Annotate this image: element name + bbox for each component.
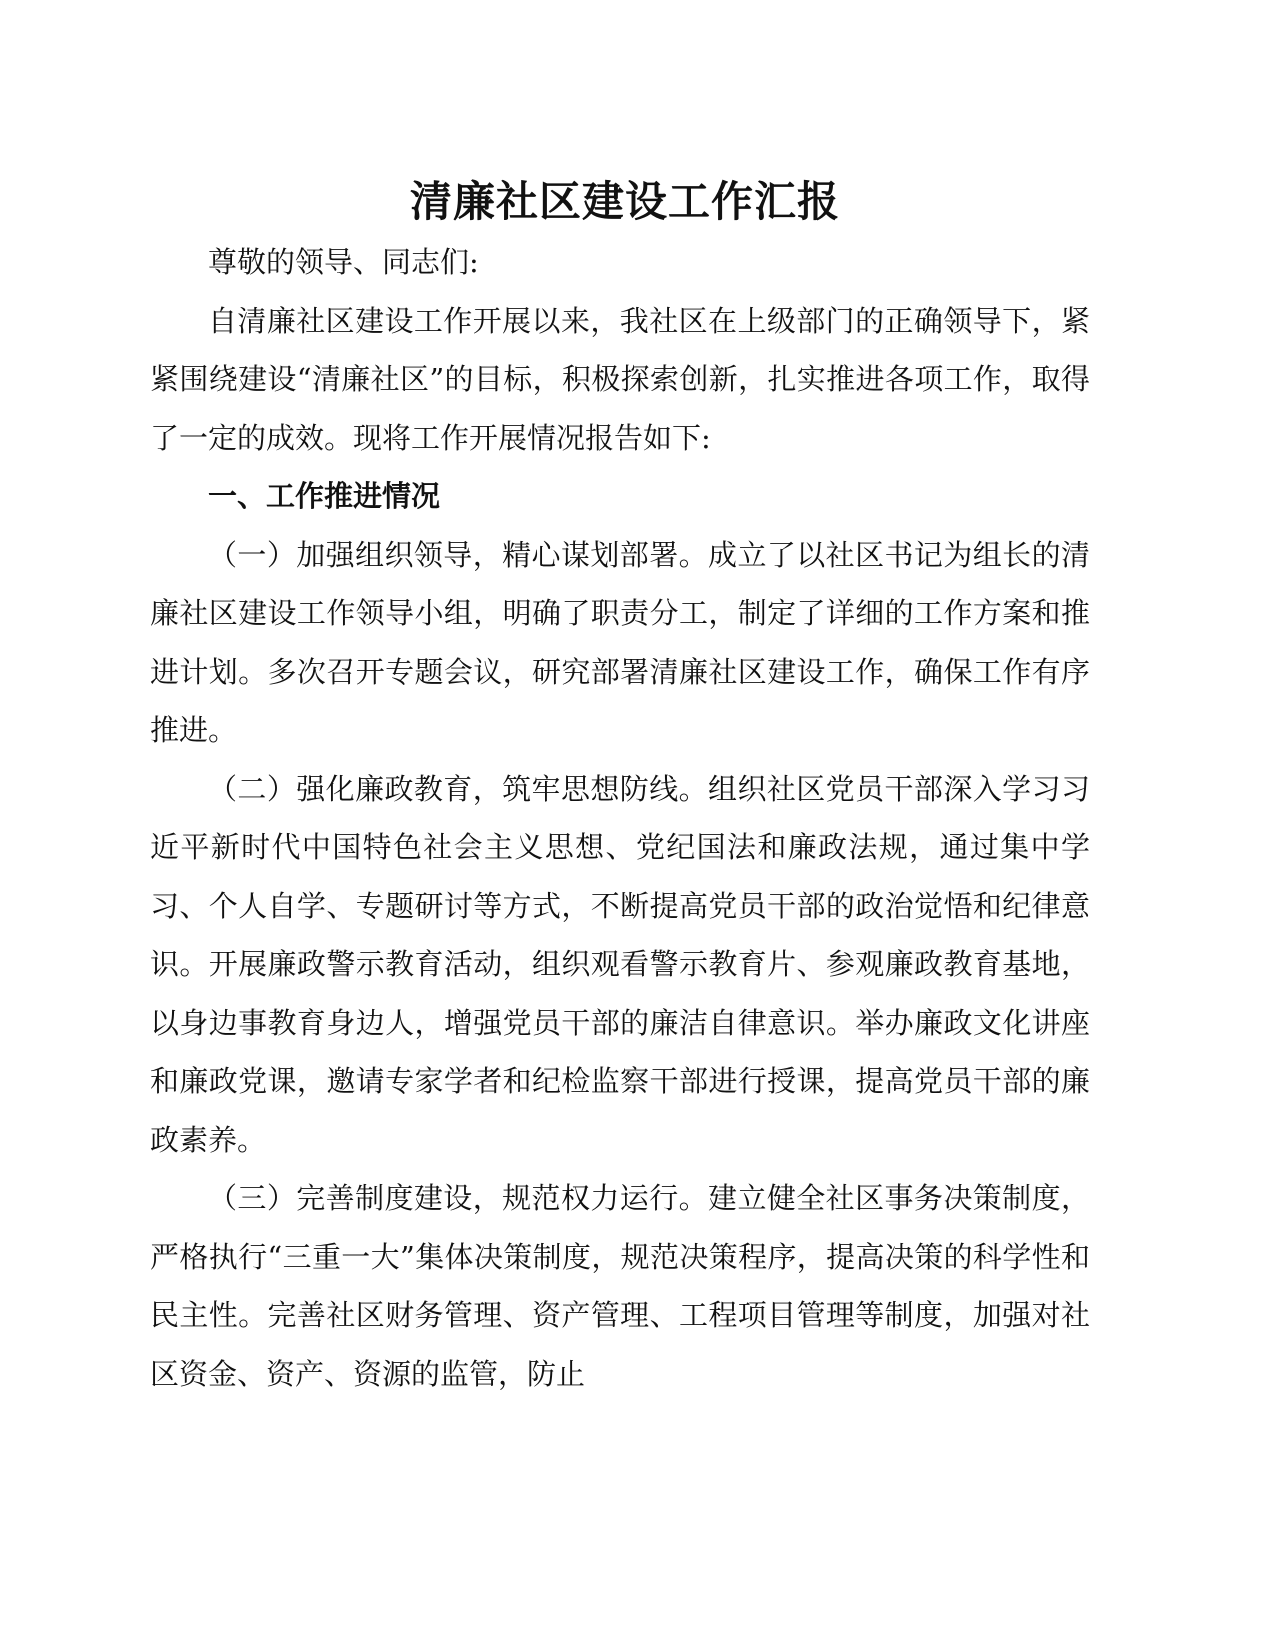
item-1-paragraph: [150, 526, 1090, 760]
item-3-paragraph: [150, 1169, 1090, 1403]
intro-paragraph: 自清廉社区建设工作开展以来，我社区在上级部门的正确领导下，紧紧围绕建设“清廉社区”的目标，积极探索创新，扎实推进各项工作，取得了一定的成效。现将工作开展情况报告如下:: [150, 303, 1090, 455]
item-1-lead: （一）加强组织领导，精心谋划部署。: [208, 537, 709, 572]
salutation: 尊敬的领导、同志们:: [208, 245, 479, 279]
item-3-lead: （三）完善制度建设，规范权力运行。: [208, 1181, 709, 1215]
document-title: 清廉社区建设工作汇报: [409, 177, 840, 226]
item-1-body: 成立了以社区书记为组长的清廉社区建设工作领导小组，明确了职责分工，制定了详细的工作方案和推进计划。多次召开专题会议，研究部署清廉社区建设工作，确保工作有序推进。: [150, 537, 1090, 747]
item-2-lead: （二）强化廉政教育，筑牢思想防线。: [208, 771, 709, 806]
item-2-body: 组织社区党员干部深入学习习近平新时代中国特色社会主义思想、党纪国法和廉政法规，通过集中学习、个人自学、专题研讨等方式，不断提高党员干部的政治觉悟和纪律意识。开展廉政警示教育活动，组织观看警示教育片、参观廉政教育基地，以身边事教育身边人，增强党员干部的廉洁自律意识。举办廉政文化讲座和廉政党课，邀请专家学者和纪检监察干部进行授课，提高党员干部的廉政素养。: [150, 771, 1090, 1157]
document-body: [150, 233, 1090, 1403]
section-heading-work-progress: 一、工作推进情况: [208, 479, 441, 513]
item-3-body: 建立健全社区事务决策制度，严格执行“三重一大”集体决策制度，规范决策程序，提高决策的科学性和民主性。完善社区财务管理、资产管理、工程项目管理等制度，加强对社区资金、资产、资源的监管，防止: [150, 1181, 1090, 1391]
item-2-paragraph: [150, 760, 1090, 1170]
